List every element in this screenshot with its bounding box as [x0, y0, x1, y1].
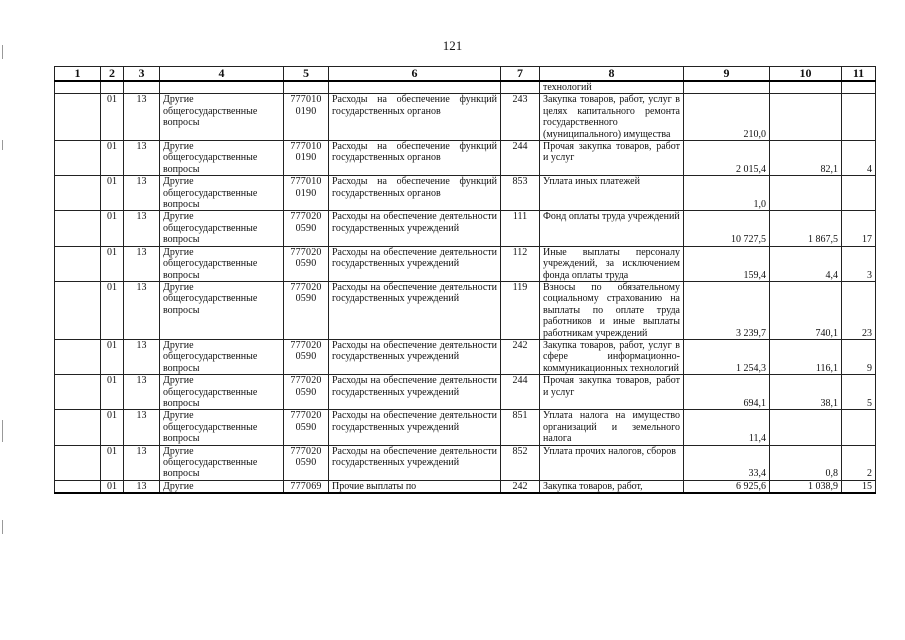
cell-expense-name: Закупка товаров, работ, услуг в сфере информационно-коммуникационных технологий [540, 339, 684, 374]
cell-amount-9: 210,0 [684, 94, 770, 141]
table-row [55, 176, 876, 211]
cell-amount-9: 10 727,5 [684, 211, 770, 246]
cell-target-code: 777020 0590 [284, 339, 329, 374]
cell-section: 01 [101, 445, 124, 480]
cell-section: 01 [101, 410, 124, 445]
cell-amount-9: 2 015,4 [684, 141, 770, 176]
cell-section: 01 [101, 480, 124, 493]
cell-empty [55, 375, 101, 410]
cell-subsection: 13 [124, 246, 160, 281]
cell-target-name: Расходы на обеспечение деятельности государственных учреждений [329, 445, 501, 480]
cell-amount-10: 0,8 [770, 445, 842, 480]
cell-section-name: Другие общегосударственные вопросы [160, 211, 284, 246]
cell-section-name: Другие общегосударственные вопросы [160, 410, 284, 445]
cell-amount-9: 159,4 [684, 246, 770, 281]
col-header-5: 5 [284, 67, 329, 82]
continuation-row [55, 81, 876, 94]
cell-target-name: Расходы на обеспечение функций государственных органов [329, 141, 501, 176]
cell-expense-type: 243 [501, 94, 540, 141]
cell-expense-name: Закупка товаров, работ, услуг в целях капитального ремонта государственного (муниципального) имущества [540, 94, 684, 141]
col-header-4: 4 [160, 67, 284, 82]
cell-amount-9: 694,1 [684, 375, 770, 410]
cell-subsection: 13 [124, 211, 160, 246]
cell-target-code: 777010 0190 [284, 141, 329, 176]
cell-section-name: Другие общегосударственные вопросы [160, 246, 284, 281]
cell-target-code: 777069 [284, 480, 329, 493]
cell-section-name: Другие общегосударственные вопросы [160, 445, 284, 480]
cell-amount-11: 17 [842, 211, 876, 246]
cell-target-name: Расходы на обеспечение деятельности государственных учреждений [329, 410, 501, 445]
cell-expense-type: 853 [501, 176, 540, 211]
budget-table [54, 66, 876, 494]
cell-amount-10: 4,4 [770, 246, 842, 281]
continuation-cell: технологий [540, 81, 684, 94]
cell-expense-type: 112 [501, 246, 540, 281]
cell-subsection: 13 [124, 480, 160, 493]
cell-amount-10: 1 038,9 [770, 480, 842, 493]
cell-amount-11: 2 [842, 445, 876, 480]
cell-empty [55, 211, 101, 246]
cell-section: 01 [101, 94, 124, 141]
cell-expense-type: 119 [501, 281, 540, 339]
col-header-3: 3 [124, 67, 160, 82]
cell-expense-name: Иные выплаты персоналу учреждений, за исключением фонда оплаты труда [540, 246, 684, 281]
cell-expense-type: 242 [501, 339, 540, 374]
cell-amount-11: 23 [842, 281, 876, 339]
col-header-6: 6 [329, 67, 501, 82]
table-row [55, 410, 876, 445]
scan-mark [2, 520, 3, 534]
col-header-1: 1 [55, 67, 101, 82]
cell-amount-9: 1,0 [684, 176, 770, 211]
cell-target-code: 777020 0590 [284, 211, 329, 246]
cell-section: 01 [101, 281, 124, 339]
col-header-7: 7 [501, 67, 540, 82]
scan-mark [2, 420, 3, 442]
cell-target-code: 777020 0590 [284, 281, 329, 339]
cell-amount-11: 5 [842, 375, 876, 410]
cell-expense-name: Закупка товаров, работ, [540, 480, 684, 493]
cell-expense-name: Уплата налога на имущество организаций и земельного налога [540, 410, 684, 445]
cell-target-name: Расходы на обеспечение деятельности государственных учреждений [329, 339, 501, 374]
table-row [55, 211, 876, 246]
table-row [55, 375, 876, 410]
cell-section-name: Другие [160, 480, 284, 493]
cell-target-name: Расходы на обеспечение деятельности государственных учреждений [329, 281, 501, 339]
cell-subsection: 13 [124, 281, 160, 339]
cell-expense-name: Уплата иных платежей [540, 176, 684, 211]
cell-expense-type: 111 [501, 211, 540, 246]
col-header-9: 9 [684, 67, 770, 82]
col-header-8: 8 [540, 67, 684, 82]
cell-target-code: 777020 0590 [284, 375, 329, 410]
cell-target-name: Расходы на обеспечение функций государственных органов [329, 94, 501, 141]
cell-empty [55, 445, 101, 480]
cell-empty [55, 281, 101, 339]
cell-amount-10: 740,1 [770, 281, 842, 339]
cell-amount-11 [842, 94, 876, 141]
cell-target-name: Расходы на обеспечение деятельности государственных учреждений [329, 246, 501, 281]
cell-amount-9: 6 925,6 [684, 480, 770, 493]
cell-section-name: Другие общегосударственные вопросы [160, 94, 284, 141]
cell-amount-9: 11,4 [684, 410, 770, 445]
cell-section-name: Другие общегосударственные вопросы [160, 176, 284, 211]
cell-amount-11: 3 [842, 246, 876, 281]
cell-target-name: Прочие выплаты по [329, 480, 501, 493]
cell-amount-11: 9 [842, 339, 876, 374]
cell-empty [55, 141, 101, 176]
cell-expense-name: Прочая закупка товаров, работ и услуг [540, 375, 684, 410]
cell-subsection: 13 [124, 94, 160, 141]
cell-amount-9: 33,4 [684, 445, 770, 480]
cell-section: 01 [101, 339, 124, 374]
cell-amount-11: 4 [842, 141, 876, 176]
cell-expense-type: 852 [501, 445, 540, 480]
col-header-2: 2 [101, 67, 124, 82]
table-row [55, 480, 876, 493]
cell-empty [55, 246, 101, 281]
cell-amount-10: 116,1 [770, 339, 842, 374]
cell-expense-name: Уплата прочих налогов, сборов [540, 445, 684, 480]
cell-target-name: Расходы на обеспечение деятельности государственных учреждений [329, 375, 501, 410]
cell-target-code: 777010 0190 [284, 94, 329, 141]
cell-amount-9: 1 254,3 [684, 339, 770, 374]
cell-amount-10 [770, 94, 842, 141]
cell-empty [55, 176, 101, 211]
cell-target-name: Расходы на обеспечение деятельности государственных учреждений [329, 211, 501, 246]
cell-section-name: Другие общегосударственные вопросы [160, 141, 284, 176]
header-row [55, 67, 876, 82]
cell-amount-10 [770, 176, 842, 211]
cell-section: 01 [101, 211, 124, 246]
cell-section: 01 [101, 141, 124, 176]
cell-expense-name: Взносы по обязательному социальному страхованию на выплаты по оплате труда работников и иные выплаты работникам учреждений [540, 281, 684, 339]
table-row [55, 141, 876, 176]
cell-subsection: 13 [124, 375, 160, 410]
cell-subsection: 13 [124, 445, 160, 480]
cell-amount-9: 3 239,7 [684, 281, 770, 339]
cell-amount-10: 38,1 [770, 375, 842, 410]
cell-target-code: 777020 0590 [284, 410, 329, 445]
cell-subsection: 13 [124, 410, 160, 445]
table-row [55, 94, 876, 141]
table-row [55, 339, 876, 374]
table-row [55, 445, 876, 480]
cell-expense-type: 244 [501, 141, 540, 176]
cell-subsection: 13 [124, 141, 160, 176]
cell-subsection: 13 [124, 176, 160, 211]
cell-empty [55, 339, 101, 374]
cell-subsection: 13 [124, 339, 160, 374]
cell-target-code: 777010 0190 [284, 176, 329, 211]
cell-section: 01 [101, 375, 124, 410]
cell-target-name: Расходы на обеспечение функций государственных органов [329, 176, 501, 211]
cell-empty [55, 410, 101, 445]
cell-section-name: Другие общегосударственные вопросы [160, 339, 284, 374]
cell-amount-11 [842, 176, 876, 211]
cell-empty [55, 94, 101, 141]
cell-expense-name: Фонд оплаты труда учреждений [540, 211, 684, 246]
cell-amount-10: 1 867,5 [770, 211, 842, 246]
cell-section-name: Другие общегосударственные вопросы [160, 281, 284, 339]
cell-amount-10 [770, 410, 842, 445]
cell-target-code: 777020 0590 [284, 445, 329, 480]
cell-target-code: 777020 0590 [284, 246, 329, 281]
cell-empty [55, 480, 101, 493]
scan-mark [2, 45, 3, 59]
col-header-10: 10 [770, 67, 842, 82]
cell-section: 01 [101, 176, 124, 211]
cell-expense-type: 242 [501, 480, 540, 493]
col-header-11: 11 [842, 67, 876, 82]
table-row [55, 246, 876, 281]
cell-section: 01 [101, 246, 124, 281]
cell-section-name: Другие общегосударственные вопросы [160, 375, 284, 410]
scan-mark [2, 140, 3, 150]
cell-expense-type: 244 [501, 375, 540, 410]
cell-amount-11 [842, 410, 876, 445]
table-row [55, 281, 876, 339]
cell-expense-type: 851 [501, 410, 540, 445]
cell-amount-10: 82,1 [770, 141, 842, 176]
cell-expense-name: Прочая закупка товаров, работ и услуг [540, 141, 684, 176]
page-number: 121 [442, 38, 463, 53]
cell-amount-11: 15 [842, 480, 876, 493]
